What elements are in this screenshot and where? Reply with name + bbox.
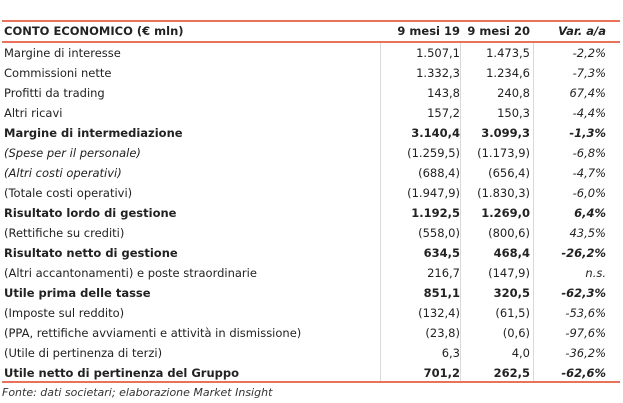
row-label: (Spese per il personale)	[4, 146, 141, 160]
row-label: Margine di interesse	[4, 46, 121, 60]
table-row	[2, 363, 620, 383]
row-label: (Imposte sul reddito)	[4, 306, 125, 320]
value-9-mesi-19: 6,3	[441, 346, 460, 360]
table-row	[2, 303, 620, 323]
table-row	[2, 63, 620, 83]
value-var: 67,4%	[569, 86, 606, 100]
table-row	[2, 203, 620, 223]
value-var: -4,7%	[572, 166, 606, 180]
row-label: Risultato netto di gestione	[4, 246, 178, 260]
value-9-mesi-19: (132,4)	[418, 306, 460, 320]
table-header	[2, 21, 620, 41]
value-var: -4,4%	[572, 106, 606, 120]
row-label: Altri ricavi	[4, 106, 63, 120]
value-var: -26,2%	[561, 246, 606, 260]
table-row	[2, 83, 620, 103]
table-row	[2, 103, 620, 123]
header-var: Var. a/a	[558, 24, 606, 38]
value-9-mesi-20: (0,6)	[502, 326, 530, 340]
row-label: (PPA, rettifiche avviamenti e attività in dismissione)	[4, 326, 302, 340]
value-9-mesi-19: 1.507,1	[416, 46, 460, 60]
value-9-mesi-19: 1.192,5	[411, 206, 460, 220]
value-9-mesi-19: (1.259,5)	[407, 146, 460, 160]
value-var: -53,6%	[565, 306, 606, 320]
value-var: -97,6%	[565, 326, 606, 340]
table-bottom-rule	[2, 381, 620, 383]
value-9-mesi-20: 1.269,0	[481, 206, 530, 220]
value-9-mesi-19: (1.947,9)	[407, 186, 460, 200]
value-var: -2,2%	[572, 46, 606, 60]
value-9-mesi-20: (1.830,3)	[477, 186, 530, 200]
value-var: -6,0%	[572, 186, 606, 200]
table-row	[2, 143, 620, 163]
value-9-mesi-20: 240,8	[497, 86, 530, 100]
value-9-mesi-20: (800,6)	[488, 226, 530, 240]
value-var: n.s.	[585, 266, 606, 280]
value-var: -1,3%	[569, 126, 606, 140]
value-9-mesi-19: 3.140,4	[411, 126, 460, 140]
header-9-mesi-20: 9 mesi 20	[467, 24, 530, 38]
table-row	[2, 43, 620, 63]
table-row	[2, 183, 620, 203]
value-9-mesi-20: (1.173,9)	[477, 146, 530, 160]
value-9-mesi-19: (688,4)	[418, 166, 460, 180]
value-var: 43,5%	[569, 226, 606, 240]
value-var: -62,3%	[561, 286, 606, 300]
value-9-mesi-20: 1.234,6	[486, 66, 530, 80]
value-9-mesi-19: 143,8	[427, 86, 460, 100]
value-9-mesi-20: 262,5	[493, 366, 530, 380]
row-label: Profitti da trading	[4, 86, 105, 100]
value-9-mesi-19: 851,1	[423, 286, 460, 300]
value-var: -36,2%	[565, 346, 606, 360]
row-label: (Totale costi operativi)	[4, 186, 133, 200]
row-label: Utile prima delle tasse	[4, 286, 151, 300]
table-row	[2, 223, 620, 243]
row-label: (Rettifiche su crediti)	[4, 226, 125, 240]
value-9-mesi-20: 4,0	[511, 346, 530, 360]
value-9-mesi-20: 150,3	[497, 106, 530, 120]
value-9-mesi-19: 157,2	[427, 106, 460, 120]
value-9-mesi-19: (23,8)	[425, 326, 460, 340]
value-9-mesi-20: 320,5	[493, 286, 530, 300]
row-label: (Altri accantonamenti) e poste straordinarie	[4, 266, 257, 280]
table-row	[2, 343, 620, 363]
row-label: Utile netto di pertinenza del Gruppo	[4, 366, 239, 380]
value-9-mesi-20: (147,9)	[488, 266, 530, 280]
value-9-mesi-20: (656,4)	[488, 166, 530, 180]
header-9-mesi-19: 9 mesi 19	[397, 24, 460, 38]
value-9-mesi-20: 3.099,3	[481, 126, 530, 140]
table-row	[2, 283, 620, 303]
table-row	[2, 263, 620, 283]
row-label: Risultato lordo di gestione	[4, 206, 177, 220]
value-var: -62,6%	[561, 366, 606, 380]
value-var: -6,8%	[572, 146, 606, 160]
source-note: Fonte: dati societari; elaborazione Market Insight	[2, 386, 273, 399]
value-9-mesi-19: 701,2	[423, 366, 460, 380]
value-var: -7,3%	[572, 66, 606, 80]
row-label: Commissioni nette	[4, 66, 112, 80]
table-row	[2, 123, 620, 143]
row-label: (Utile di pertinenza di terzi)	[4, 346, 163, 360]
value-9-mesi-20: 1.473,5	[486, 46, 530, 60]
table-row	[2, 323, 620, 343]
table-row	[2, 163, 620, 183]
value-9-mesi-19: (558,0)	[418, 226, 460, 240]
value-9-mesi-19: 216,7	[427, 266, 460, 280]
row-label: Margine di intermediazione	[4, 126, 183, 140]
table-row	[2, 243, 620, 263]
row-label: (Altri costi operativi)	[4, 166, 122, 180]
value-9-mesi-20: (61,5)	[495, 306, 530, 320]
value-9-mesi-19: 1.332,3	[416, 66, 460, 80]
value-9-mesi-19: 634,5	[423, 246, 460, 260]
value-var: 6,4%	[574, 206, 606, 220]
header-label: CONTO ECONOMICO (€ mln)	[4, 24, 184, 38]
value-9-mesi-20: 468,4	[493, 246, 530, 260]
